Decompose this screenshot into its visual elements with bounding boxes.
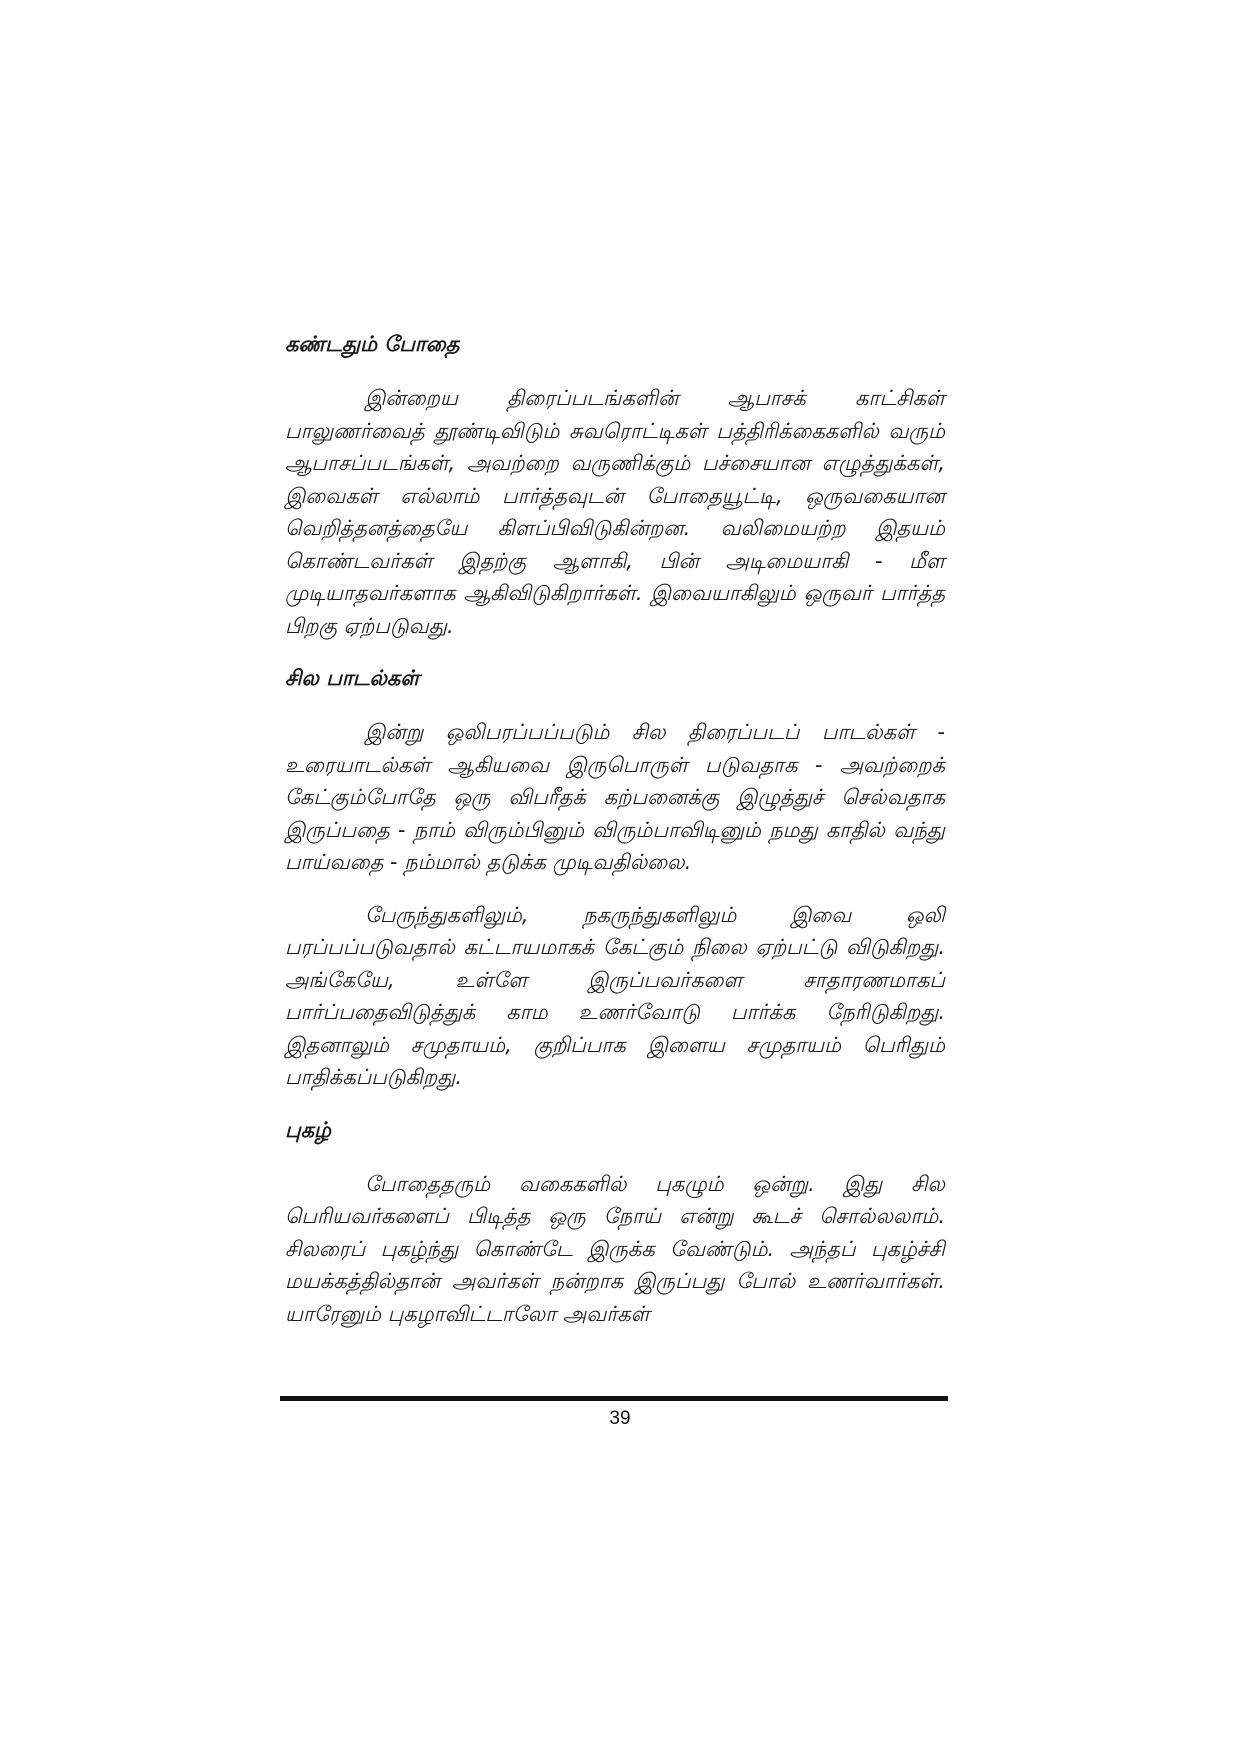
- section-heading-kandathum-pothai: கண்டதும் போதை: [285, 332, 460, 356]
- paragraph: போதைதரும் வகைகளில் புகழும் ஒன்று. இது சில பெரியவர்களைப் பிடித்த ஒரு நோய் என்று கூடச் சொல்லலாம். சிலரைப் புகழ்ந்து கொண்டே இருக்க வேண்டும். அந்தப் புகழ்ச்சி மயக்கத்தில்தான் அவர்கள் நன்றாக இருப்பது போல் உணர்வார்கள். யாரேனும் புகழாவிட்டாலோ அவர்கள்: [285, 1171, 945, 1326]
- section-heading-sila-paadalgal: சில பாடல்கள்: [285, 666, 420, 690]
- body-text: [285, 328, 945, 1330]
- paragraph: பேருந்துகளிலும், நகருந்துகளிலும் இவை ஒலி பரப்பப்படுவதால் கட்டாயமாகக் கேட்கும் நிலை ஏற்பட்டு விடுகிறது. அங்கேயே, உள்ளே இருப்பவர்களை சாதாரணமாகப் பார்ப்பதைவிடுத்துக் காம உணர்வோடு பார்க்க நேரிடுகிறது. இதனாலும் சமுதாயம், குறிப்பாக இளைய சமுதாயம் பெரிதும் பாதிக்கப்படுகிறது.: [285, 902, 945, 1089]
- paragraph: இன்று ஒலிபரப்பப்படும் சில திரைப்படப் பாடல்கள் - உரையாடல்கள் ஆகியவை இருபொருள் படுவதாக - அவற்றைக் கேட்கும்போதே ஒரு விபரீதக் கற்பனைக்கு இழுத்துச் செல்வதாக இருப்பதை - நாம் விரும்பினும் விரும்பாவிடினும் நமது காதில் வந்து பாய்வதை - நம்மால் தடுக்க முடிவதில்லை.: [285, 720, 945, 874]
- page-number: 39: [609, 1408, 631, 1429]
- footer-rule: [280, 1396, 948, 1401]
- section-heading-pugazh: புகழ்: [285, 1117, 331, 1142]
- paragraph: இன்றைய திரைப்படங்களின் ஆபாசக் காட்சிகள் பாலுணர்வைத் தூண்டிவிடும் சுவரொட்டிகள் பத்திரிக்கைகளில் வரும் ஆபாசப்படங்கள், அவற்றை வருணிக்கும் பச்சையான எழுத்துக்கள், இவைகள் எல்லாம் பார்த்தவுடன் போதையூட்டி, ஒருவகையான வெறித்தனத்தையே கிளப்பிவிடுகின்றன. வலிமையற்ற இதயம் கொண்டவர்கள் இதற்கு ஆளாகி, பின் அடிமையாகி - மீள முடியாதவர்களாக ஆகிவிடுகிறார்கள். இவையாகிலும் ஒருவர் பார்த்த பிறகு ஏற்படுவது.: [285, 386, 945, 638]
